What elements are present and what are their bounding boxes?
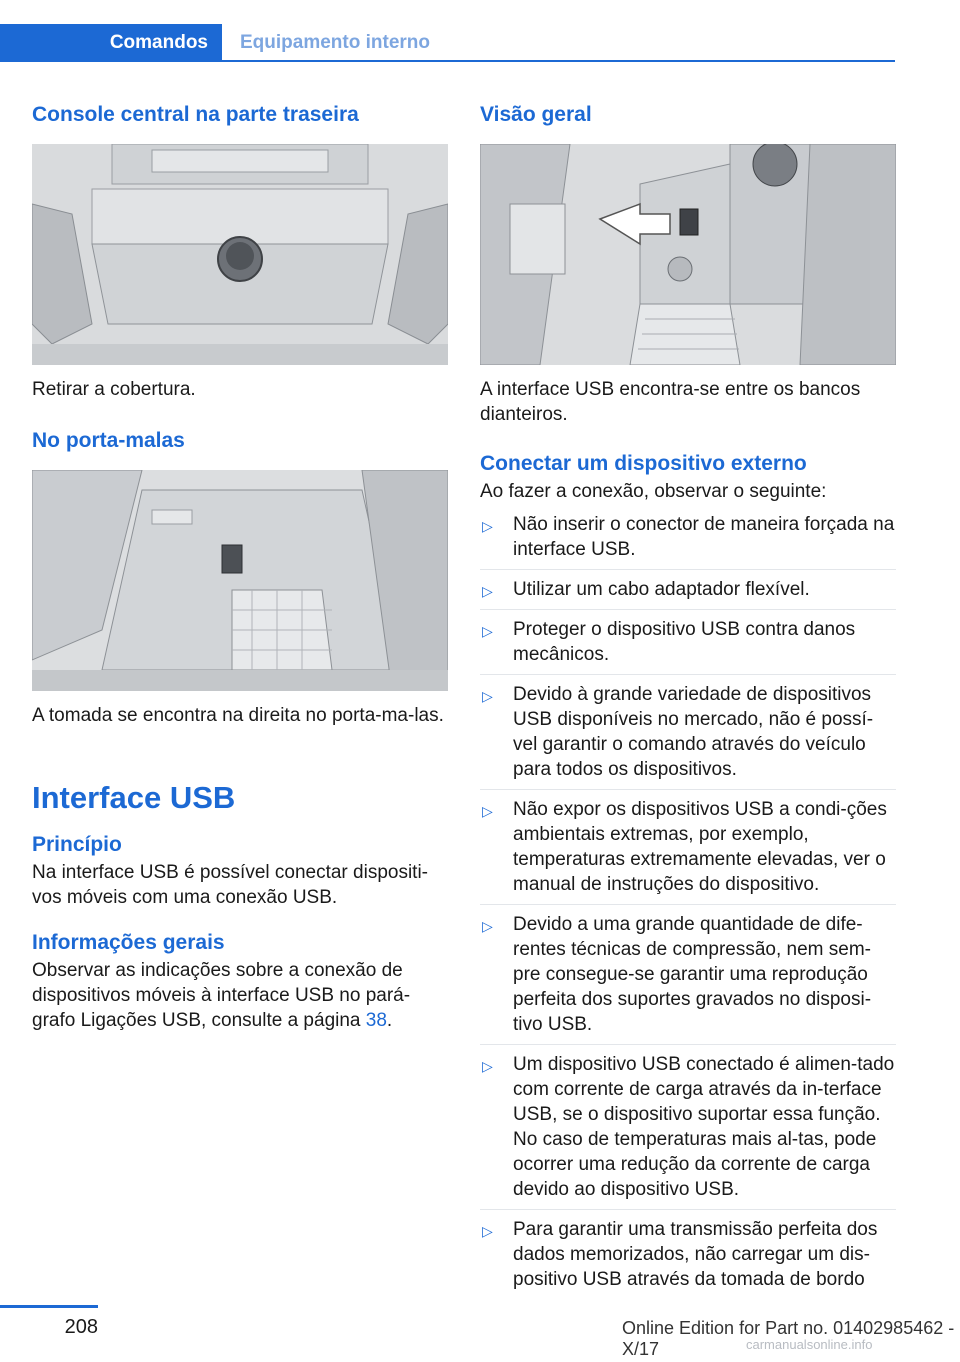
right-column xyxy=(480,100,896,1306)
general-info-body: Observar as indicações sobre a conexão de dispositivos móveis à interface USB no pará-grafo Ligações USB, consulte a página xyxy=(32,960,411,1031)
list-item xyxy=(480,682,896,790)
caption-trunk-socket: A tomada se encontra na direita no porta-ma-las. xyxy=(32,705,444,726)
list-item xyxy=(480,1052,896,1210)
connect-device-title: Conectar um dispositivo externo xyxy=(480,452,807,475)
figure-usb-overview xyxy=(480,144,896,365)
usb-interface-heading: Interface USB xyxy=(32,780,236,815)
triangle-bullet-icon: ▷ xyxy=(482,1058,493,1074)
footer-rule xyxy=(0,1305,98,1308)
triangle-bullet-icon: ▷ xyxy=(482,803,493,819)
caption-remove-cover: Retirar a cobertura. xyxy=(32,379,196,400)
bullet-text: Utilizar um cabo adaptador flexível. xyxy=(513,579,810,600)
page-link-38[interactable]: 38 xyxy=(365,1010,387,1031)
overview-title: Visão geral xyxy=(480,103,592,126)
header-tab-bar xyxy=(0,24,895,62)
connect-bullet-list xyxy=(480,512,896,1299)
bullet-text: Um dispositivo USB conectado é alimen-tado com corrente de carga através da in-terface USB, se o dispositivo suportar essa função. No caso de temperaturas mais al-tas, pode ocorrer uma redução da corrente de carga devido ao dispositivo USB. xyxy=(513,1054,895,1200)
triangle-bullet-icon: ▷ xyxy=(482,1223,493,1239)
edition-note: Online Edition for Part no. 01402985462 - X/17 xyxy=(622,1318,955,1359)
list-item xyxy=(480,797,896,905)
triangle-bullet-icon: ▷ xyxy=(482,518,493,534)
general-info-text xyxy=(32,958,448,1033)
bullet-text: Não inserir o conector de maneira forçada na interface USB. xyxy=(513,514,895,560)
tab-equipamento-interno[interactable]: Equipamento interno xyxy=(240,32,430,53)
watermark: carmanualsonline.info xyxy=(746,1337,873,1352)
list-item xyxy=(480,1217,896,1299)
connect-intro: Ao fazer a conexão, observar o seguinte: xyxy=(480,481,827,502)
principle-text: Na interface USB é possível conectar dispositi-vos móveis com uma conexão USB. xyxy=(32,862,429,908)
list-item xyxy=(480,912,896,1045)
figure-trunk xyxy=(32,470,448,691)
usb-overview-illustration xyxy=(480,144,896,365)
list-item xyxy=(480,617,896,675)
rear-console-illustration xyxy=(32,144,448,365)
list-item xyxy=(480,512,896,570)
bullet-text: Devido à grande variedade de dispositivos USB disponíveis no mercado, não é possí-vel garantir o comando através do veículo para todos os dispositivos. xyxy=(513,684,874,780)
principle-title: Princípio xyxy=(32,833,122,856)
caption-usb-location: A interface USB encontra-se entre os bancos dianteiros. xyxy=(480,379,861,425)
triangle-bullet-icon: ▷ xyxy=(482,918,493,934)
triangle-bullet-icon: ▷ xyxy=(482,688,493,704)
left-column xyxy=(32,100,448,1033)
list-item xyxy=(480,577,896,610)
triangle-bullet-icon: ▷ xyxy=(482,623,493,639)
bullet-text: Para garantir uma transmissão perfeita dos dados memorizados, não carregar um dis-positivo USB através da tomada de bordo xyxy=(513,1219,878,1290)
bullet-text: Não expor os dispositivos USB a condi-ções ambientais extremas, por exemplo, temperaturas extremamente elevadas, ver o manual de instruções do dispositivo. xyxy=(513,799,887,895)
bullet-text: Devido a uma grande quantidade de dife-rentes técnicas de compressão, nem sem-pre consegue-se garantir uma reprodução perfeita dos suportes gravados no disposi-tivo USB. xyxy=(513,914,872,1035)
general-info-title: Informações gerais xyxy=(32,931,225,954)
tab-comandos[interactable]: Comandos xyxy=(0,24,222,62)
trunk-illustration xyxy=(32,470,448,691)
general-info-end: . xyxy=(386,1010,393,1031)
page-number: 208 xyxy=(64,1316,98,1338)
section-title-trunk: No porta-malas xyxy=(32,429,185,452)
triangle-bullet-icon: ▷ xyxy=(482,583,493,599)
figure-rear-console xyxy=(32,144,448,365)
bullet-text: Proteger o dispositivo USB contra danos mecânicos. xyxy=(513,619,856,665)
section-title-console: Console central na parte traseira xyxy=(32,103,359,126)
